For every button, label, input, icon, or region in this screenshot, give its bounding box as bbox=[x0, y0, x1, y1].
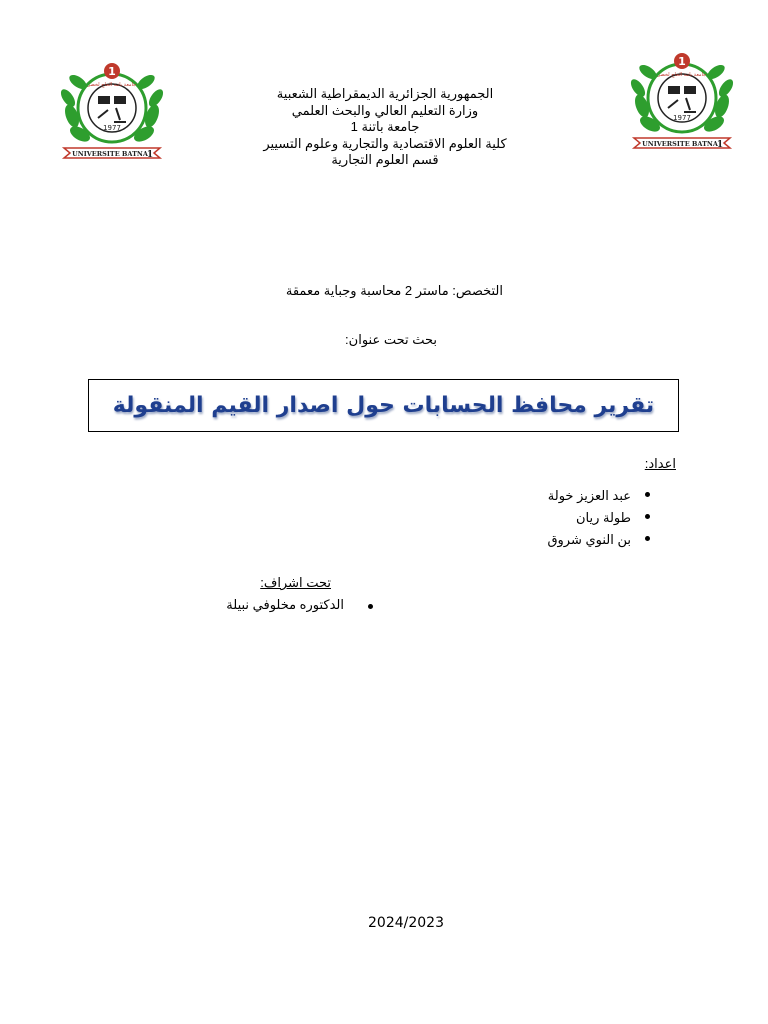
list-item bbox=[547, 532, 645, 554]
institution-header bbox=[200, 86, 570, 169]
logo-year: 1977 bbox=[103, 124, 121, 132]
department-name: قسم العلوم التجارية bbox=[331, 152, 439, 167]
logo-arc-text: جامعة باتنة الحاج لخضر bbox=[87, 82, 137, 88]
supervisor-name: الدكتوره مخلوفي نبيلة bbox=[226, 597, 344, 612]
student-name: طولة ريان bbox=[575, 510, 631, 525]
republic-name: الجمهورية الجزائرية الديمقراطية الشعبية bbox=[276, 86, 494, 101]
specialization: التخصص: ماستر 2 محاسبة وجباية معمقة bbox=[285, 283, 503, 298]
prepared-by-label: اعداد: bbox=[644, 456, 676, 471]
ministry-name: وزارة التعليم العالي والبحث العلمي bbox=[291, 102, 479, 118]
bullet-icon bbox=[645, 536, 650, 541]
title-box bbox=[88, 379, 679, 432]
students-list bbox=[547, 488, 645, 554]
academic-year: 2024/2023 bbox=[368, 915, 444, 931]
research-title: تقرير محافظ الحسابات حول اصدار القيم المنقولة bbox=[112, 393, 655, 418]
supervision-label: تحت اشراف: bbox=[260, 575, 331, 590]
logo-banner-text: UNIVERSITE BATNA bbox=[72, 150, 148, 158]
list-item bbox=[547, 488, 645, 510]
list-item bbox=[547, 510, 645, 532]
logo-arc-text: جامعة باتنة الحاج لخضر bbox=[657, 72, 707, 78]
logo-banner-number: 1 bbox=[716, 140, 724, 150]
university-logo-right bbox=[624, 46, 740, 158]
university-logo-left bbox=[54, 56, 170, 168]
bullet-icon bbox=[645, 492, 650, 497]
faculty-name: كلية العلوم الاقتصادية والتجارية وعلوم التسيير bbox=[263, 135, 507, 151]
bullet-icon bbox=[368, 604, 373, 609]
supervisor-item bbox=[226, 597, 358, 613]
logo-number: 1 bbox=[108, 65, 116, 78]
bullet-icon bbox=[645, 514, 650, 519]
logo-banner-number: 1 bbox=[146, 150, 154, 160]
logo-number: 1 bbox=[678, 55, 686, 68]
logo-banner-text: UNIVERSITE BATNA bbox=[642, 140, 718, 148]
student-name: بن النوي شروق bbox=[547, 532, 631, 547]
research-label: بحث تحت عنوان: bbox=[345, 332, 437, 347]
logo-year: 1977 bbox=[673, 114, 691, 122]
student-name: عبد العزيز خولة bbox=[547, 488, 631, 503]
university-name: جامعة باتنة 1 bbox=[350, 119, 420, 134]
